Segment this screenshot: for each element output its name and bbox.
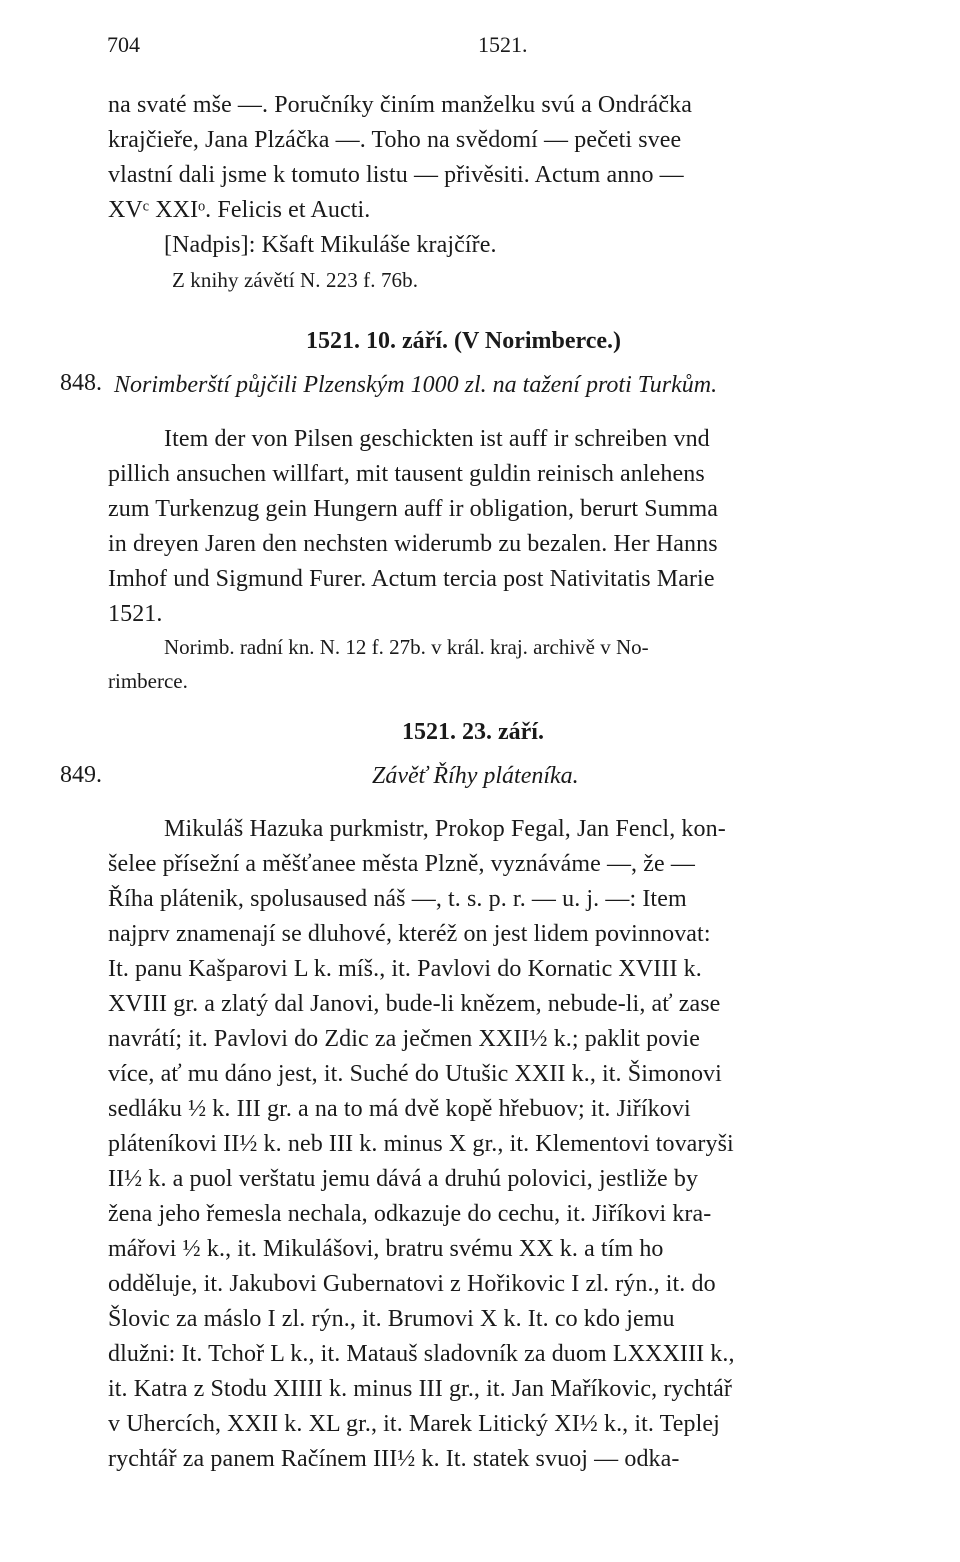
text-line: it. Katra z Stodu XIIII k. minus III gr., it. Jan Maříkovic, rychtář [108,1376,732,1402]
page-number: 704 [107,32,140,57]
source-note: Z knihy závětí N. 223 f. 76b. [172,268,419,292]
text-line: v Uhercích, XXII k. XL gr., it. Marek Litický XI½ k., it. Teplej [108,1411,720,1437]
entry-849-date: 1521. 23. září. [402,719,544,745]
entry-849-body [108,812,888,1477]
text-line: 1521. [108,601,163,627]
text-line: vlastní dali jsme k tomuto listu — přivěsiti. Actum anno — [108,162,684,188]
text-line: najprv znamenají se dluhové, kteréž on jest lidem povinnovat: [108,921,711,947]
entry-849-number: 849. [60,762,102,788]
top-continuation-block [108,88,888,298]
text-line: odděluje, it. Jakubovi Gubernatovi z Hořikovic I zl. rýn., it. do [108,1271,716,1297]
text-line: Šlovic za máslo I zl. rýn., it. Brumovi X k. It. co kdo jemu [108,1306,675,1332]
entry-848-number: 848. [60,370,102,396]
text-line: šelee přísežní a měšťanee města Plzně, vyznáváme —, že — [108,851,695,877]
text-line: navrátí; it. Pavlovi do Zdic za ječmen XXII½ k.; paklit povie [108,1026,700,1052]
text-line: zum Turkenzug gein Hungern auff ir obligation, berurt Summa [108,496,719,522]
source-line: Norimb. radní kn. N. 12 f. 27b. v král. kraj. archivě v No- [164,635,649,659]
text-line: krajčieře, Jana Plzáčka —. Toho na svědomí — pečeti svee [108,127,682,153]
text-line: XVᶜ XXIᵒ. Felicis et Aucti. [108,197,371,223]
text-line: It. panu Kašparovi L k. míš., it. Pavlovi do Kornatic XVIII k. [108,956,702,982]
source-line: rimberce. [108,669,188,693]
text-line: mářovi ½ k., it. Mikulášovi, bratru svému XX k. a tím ho [108,1236,664,1262]
running-header-year: 1521. [478,32,528,57]
text-line: pláteníkovi II½ k. neb III k. minus X gr., it. Klementovi tovaryši [108,1131,734,1157]
text-line: pillich ansuchen willfart, mit tausent guldin reinisch anlehens [108,461,705,487]
entry-848-body [108,422,888,632]
text-line: Říha plátenik, spolusaused náš —, t. s. p. r. — u. j. —: Item [108,886,687,912]
text-line: Mikuláš Hazuka purkmistr, Prokop Fegal, Jan Fencl, kon- [164,816,726,842]
entry-848-source [108,630,888,698]
text-line: in dreyen Jaren den nechsten widerumb zu bezalen. Her Hanns [108,531,718,557]
text-line: XVIII gr. a zlatý dal Janovi, bude-li knězem, nebude-li, ať zase [108,991,721,1017]
entry-848-title: Norimberští půjčili Plzenským 1000 zl. na tažení proti Turkům. [114,372,718,398]
entry-848-date: 1521. 10. září. (V Norimberce.) [306,328,622,354]
entry-849-title: Závěť Říhy pláteníka. [372,763,579,789]
text-line: Imhof und Sigmund Furer. Actum tercia post Nativitatis Marie [108,566,715,592]
text-line: žena jeho řemesla nechala, odkazuje do cechu, it. Jiříkovi kra- [108,1201,712,1227]
text-line: sedláku ½ k. III gr. a na to má dvě kopě hřebuov; it. Jiříkovi [108,1096,691,1122]
text-line: Item der von Pilsen geschickten ist auff ir schreiben vnd [164,426,710,452]
text-line: rychtář za panem Račínem III½ k. It. statek svuoj — odka- [108,1446,680,1472]
text-line: II½ k. a puol verštatu jemu dává a druhú polovici, jestliže by [108,1166,699,1192]
text-line: více, ať mu dáno jest, it. Suché do Utušic XXII k., it. Šimonovi [108,1061,722,1087]
text-line: dlužni: It. Tchoř L k., it. Matauš sladovník za duom LXXXIII k., [108,1341,735,1367]
heading-note: [Nadpis]: Kšaft Mikuláše krajčíře. [164,232,497,258]
text-line: na svaté mše —. Poručníky činím manželku svú a Ondráčka [108,92,693,118]
